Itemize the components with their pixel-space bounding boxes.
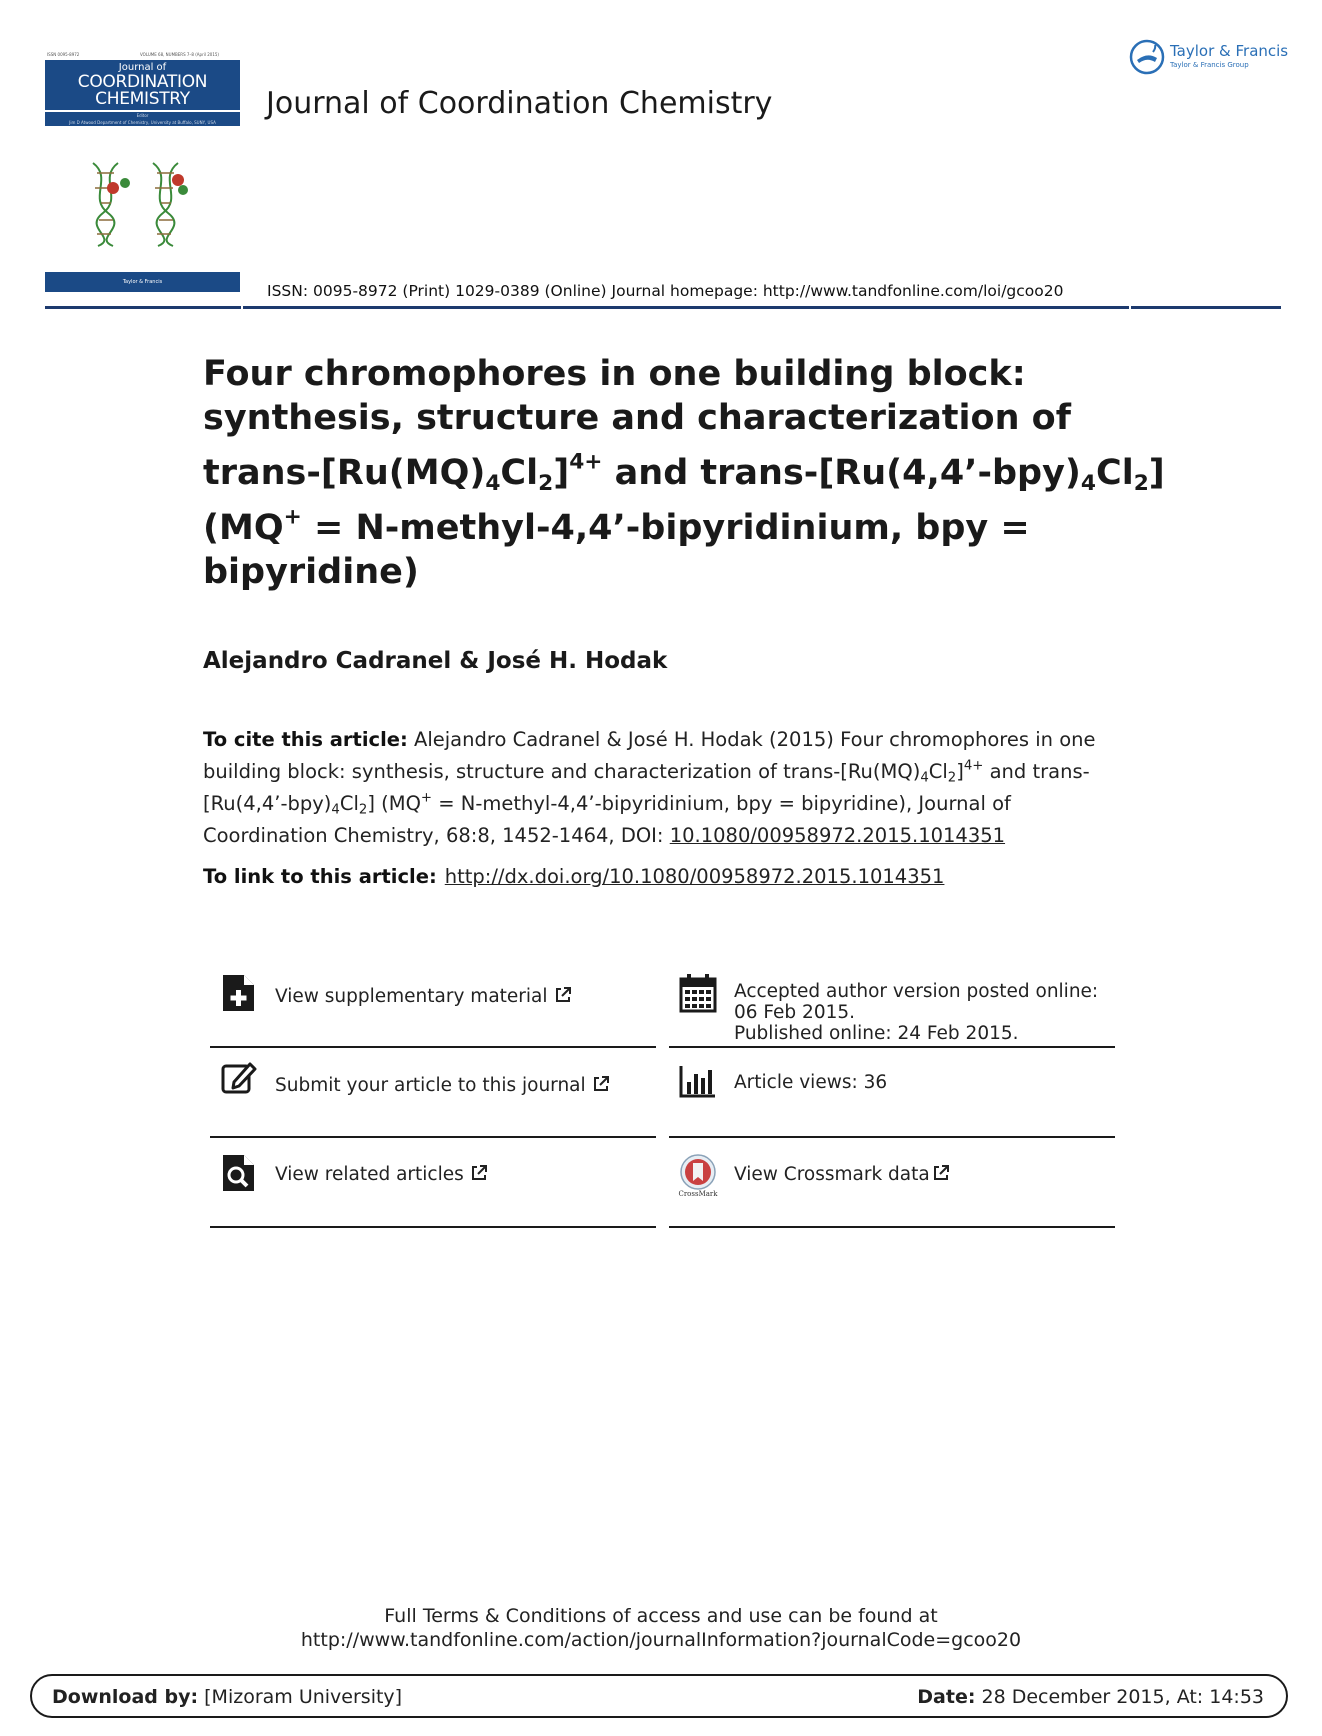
divider bbox=[669, 1226, 1115, 1228]
publisher-logo[interactable] bbox=[1128, 38, 1288, 78]
published-date: Published online: 24 Feb 2015. bbox=[734, 1023, 1019, 1044]
citation-label: To cite this article: bbox=[203, 728, 408, 751]
search-document-icon bbox=[220, 1153, 258, 1193]
article-doi-url[interactable]: http://dx.doi.org/10.1080/00958972.2015.1014351 bbox=[444, 865, 945, 888]
view-crossmark-link[interactable]: View Crossmark data bbox=[734, 1164, 950, 1185]
dna-molecule-icon bbox=[83, 158, 203, 248]
taylor-francis-lamp-icon bbox=[1128, 38, 1166, 76]
crossmark-logo-text: CrossMark bbox=[678, 1190, 718, 1198]
link-label: To link to this article: bbox=[203, 865, 437, 888]
external-link-icon bbox=[470, 1164, 488, 1182]
divider bbox=[210, 1136, 656, 1138]
title-line-1: Four chromophores in one building block: bbox=[203, 354, 1026, 394]
title-line-5: bipyridine) bbox=[203, 552, 419, 592]
cover-issn: ISSN 0095-8972 bbox=[47, 52, 80, 57]
cover-name-line2: CHEMISTRY bbox=[95, 89, 190, 109]
issn-text: ISSN: 0095-8972 (Print) 1029-0389 (Online) Journal homepage: bbox=[267, 282, 763, 300]
crossmark-icon bbox=[676, 1154, 720, 1190]
publication-dates bbox=[734, 981, 1114, 1044]
journal-homepage-link[interactable]: http://www.tandfonline.com/loi/gcoo20 bbox=[762, 282, 1064, 300]
submit-article-link[interactable]: Submit your article to this journal bbox=[275, 1075, 610, 1096]
divider bbox=[669, 1136, 1115, 1138]
article-title bbox=[203, 352, 1165, 594]
bar-chart-icon bbox=[679, 1062, 717, 1102]
title-line-3: trans-$[Ru(MQ)_4Cl_2]^{4+}$ and trans-$[Ru(4,4’-bpy)_4Cl_2]$ bbox=[203, 449, 1165, 497]
edit-icon bbox=[220, 1058, 258, 1098]
cover-top-strip bbox=[45, 50, 240, 60]
article-link-line bbox=[203, 865, 944, 888]
journal-title: Journal of Coordination Chemistry bbox=[266, 86, 773, 121]
external-link-icon bbox=[554, 986, 572, 1004]
header-rule bbox=[45, 306, 1281, 309]
external-link-icon bbox=[592, 1075, 610, 1093]
crossmark-logo bbox=[676, 1154, 720, 1200]
divider bbox=[669, 1046, 1115, 1048]
cover-journal-of: Journal of bbox=[118, 62, 167, 73]
download-info-bar bbox=[30, 1674, 1288, 1718]
publisher-name: Taylor & Francis bbox=[1170, 42, 1289, 60]
cover-band bbox=[45, 60, 240, 110]
issn-line bbox=[267, 282, 1063, 300]
terms-line-1: Full Terms & Conditions of access and use can be found at bbox=[384, 1605, 938, 1627]
cover-volume: VOLUME 68, NUMBERS 7–8 (April 2015) bbox=[140, 52, 219, 57]
article-authors: Alejandro Cadranel & José H. Hodak bbox=[203, 648, 668, 674]
cover-publisher: Taylor & Francis bbox=[45, 272, 240, 292]
terms-url[interactable]: http://www.tandfonline.com/action/journalInformation?journalCode=gcoo20 bbox=[300, 1629, 1022, 1651]
download-date: Date: 28 December 2015, At: 14:53 bbox=[917, 1686, 1264, 1708]
external-link-icon bbox=[932, 1164, 950, 1182]
divider bbox=[210, 1226, 656, 1228]
publisher-group: Taylor & Francis Group bbox=[1170, 61, 1249, 69]
cover-name-line1: COORDINATION bbox=[77, 72, 208, 92]
doi-link[interactable]: 10.1080/00958972.2015.1014351 bbox=[669, 824, 1006, 847]
article-views: Article views: 36 bbox=[734, 1072, 888, 1093]
citation-block: To cite this article: Alejandro Cadranel & José H. Hodak (2015) Four chromophores in one building block: synthesis, structure and characterization of trans-$[Ru(MQ)_4Cl_2]^{4+}$ and trans-$[Ru(4,4’-bpy)_4Cl_2] (MQ^+$ = N-methyl-4,4’-bipyridinium, bpy = bipyridine), Journal of Coordination Chemistry, 68:8, 1452-1464, DOI: 10.1080/00958972.2015.1014351 bbox=[203, 728, 1096, 847]
terms-notice bbox=[0, 1604, 1322, 1652]
journal-cover bbox=[45, 50, 240, 292]
view-supplementary-link[interactable]: View supplementary material bbox=[275, 986, 572, 1007]
cover-editor: Editor Jim D Atwood Department of Chemistry, University at Buffalo, SUNY, USA bbox=[45, 112, 240, 126]
accepted-date: Accepted author version posted online: 06 Feb 2015. bbox=[734, 981, 1099, 1023]
title-line-4: (MQ+ = N-methyl-4,4’-bipyridinium, bpy = bbox=[203, 504, 1030, 548]
title-line-2: synthesis, structure and characterization of bbox=[203, 398, 1071, 438]
add-file-icon bbox=[220, 973, 258, 1013]
view-related-articles-link[interactable]: View related articles bbox=[275, 1164, 488, 1185]
calendar-icon bbox=[679, 973, 717, 1013]
download-by: Download by: [Mizoram University] bbox=[52, 1686, 403, 1708]
divider bbox=[210, 1046, 656, 1048]
